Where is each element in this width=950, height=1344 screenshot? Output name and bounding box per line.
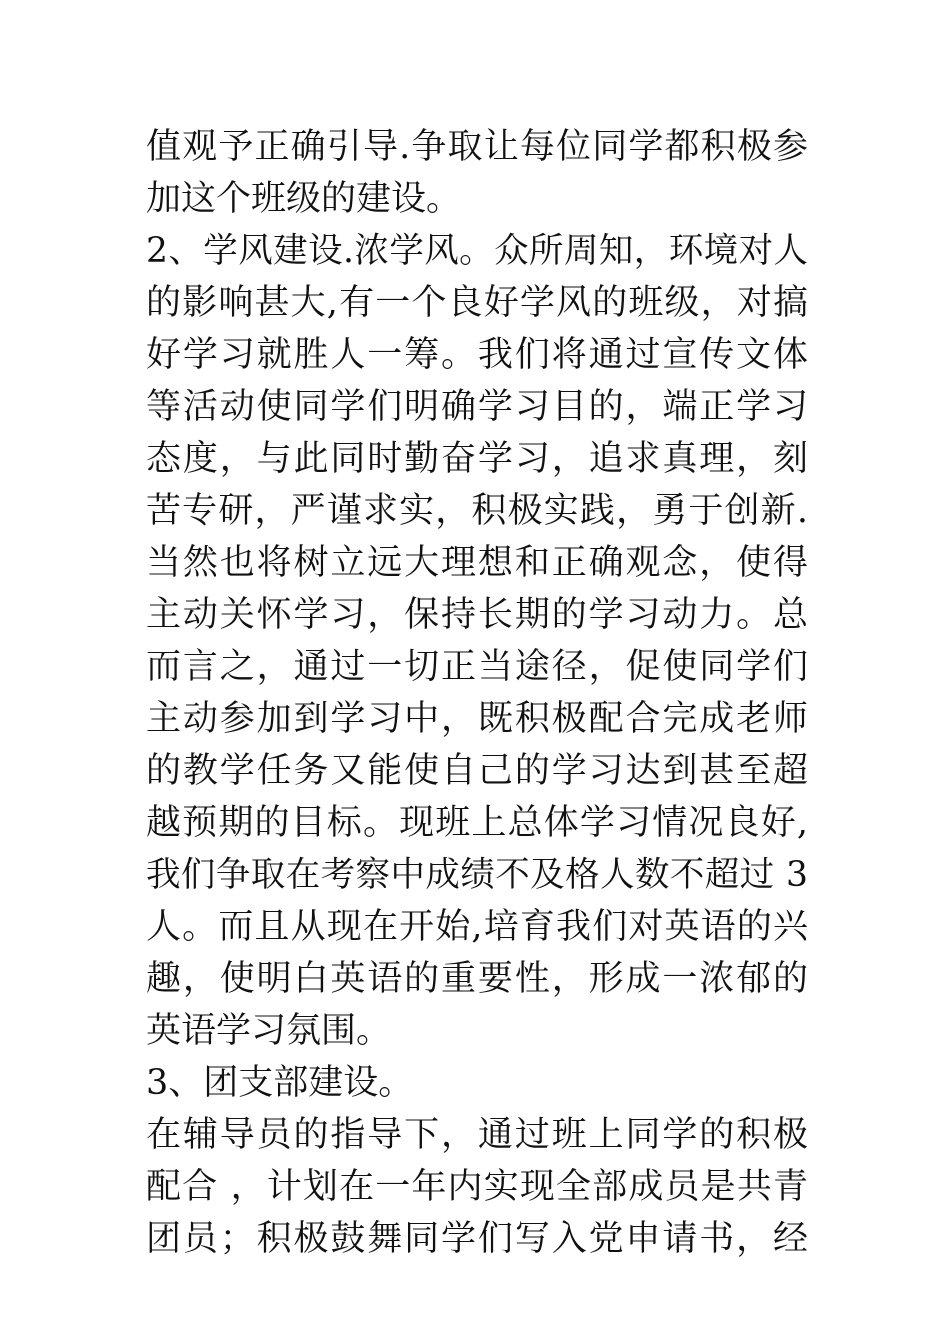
text-line: 好学习就胜人一筹。我们将通过宣传文体 [146,335,808,375]
text-line: 越预期的目标。现班上总体学习情况良好, [146,803,808,843]
text-line: 英语学习氛围。 [146,1011,392,1051]
text-line: 苦专研，严谨求实，积极实践，勇于创新. [146,491,808,531]
text-line: 2、学风建设.浓学风。众所周知，环境对人 [146,231,808,271]
text-line: 等活动使同学们明确学习目的，端正学习 [146,387,808,427]
text-line: 我们争取在考察中成绩不及格人数不超过 3 [146,855,808,895]
text-line: 主动参加到学习中，既积极配合完成老师 [146,699,808,739]
text-line: 在辅导员的指导下，通过班上同学的积极 [146,1115,808,1155]
text-line: 趣，使明白英语的重要性，形成一浓郁的 [146,959,808,999]
text-line: 主动关怀学习，保持长期的学习动力。总 [146,595,808,635]
text-line: 3、团支部建设。 [146,1063,414,1103]
text-line: 态度，与此同时勤奋学习，追求真理，刻 [146,439,808,479]
text-line: 人。而且从现在开始,培育我们对英语的兴 [146,907,808,947]
text-line: 值观予正确引导.争取让每位同学都积极参 [146,127,808,167]
text-line: 加这个班级的建设。 [146,179,462,219]
text-line: 的教学任务又能使自己的学习达到甚至超 [146,751,808,791]
text-line: 而言之，通过一切正当途径，促使同学们 [146,647,808,687]
text-line: 配合 ，计划在一年内实现全部成员是共青 [146,1167,808,1207]
text-line: 的影响甚大,有一个良好学风的班级，对搞 [146,283,808,323]
document-page [146,121,808,1265]
text-line: 团员；积极鼓舞同学们写入党申请书，经 [146,1219,808,1259]
text-line: 当然也将树立远大理想和正确观念，使得 [146,543,808,583]
